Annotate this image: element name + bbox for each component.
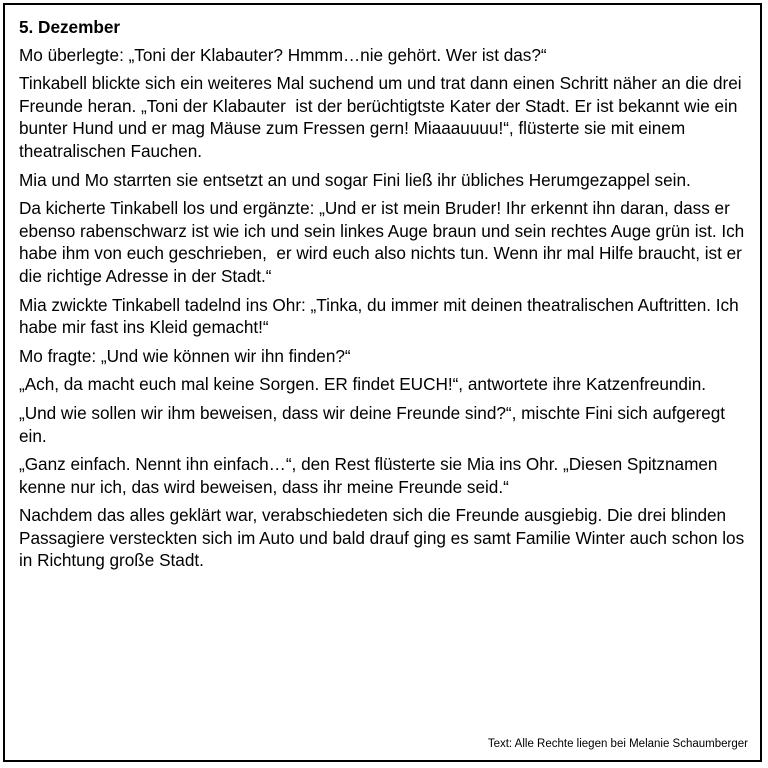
paragraph-3: Mia und Mo starrten sie entsetzt an und sogar Fini ließ ihr übliches Herumgezappel sein. xyxy=(19,169,691,190)
paragraph-2: Tinkabell blickte sich ein weiteres Mal suchend um und trat dann einen Schritt näher an die drei Freunde heran. „Toni der Klabauter ist der berüchtigtste Kater der Stadt. Er ist bekannt wie ein bunter Hund und er mag Mäuse zum Fressen gern! Miaaauuuu!“, flüsterte sie mit einem theatralischen Fauchen. xyxy=(19,73,747,161)
page-frame xyxy=(3,3,762,762)
chapter-title: 5. Dezember xyxy=(19,17,121,37)
paragraph-9: „Ganz einfach. Nennt ihn einfach…“, den Rest flüsterte sie Mia ins Ohr. „Diesen Spitznamen kenne nur ich, das wird beweisen, dass ihr meine Freunde seid.“ xyxy=(19,454,723,497)
paragraph-5: Mia zwickte Tinkabell tadelnd ins Ohr: „Tinka, du immer mit deinen theatralischen Auftritten. Ich habe mir fast ins Kleid gemacht!“ xyxy=(19,294,744,338)
paragraph-7: „Ach, da macht euch mal keine Sorgen. ER findet EUCH!“, antwortete ihre Katzenfreundin. xyxy=(19,374,707,395)
paragraph-1: Mo überlegte: „Toni der Klabauter? Hmmm…nie gehört. Wer ist das?“ xyxy=(19,44,547,65)
paragraph-8: „Und wie sollen wir ihm beweisen, dass wir deine Freunde sind?“, mischte Fini sich aufgeregt ein. xyxy=(19,402,730,446)
paragraph-6: Mo fragte: „Und wie können wir ihn finden?“ xyxy=(19,345,351,366)
copyright-credit: Text: Alle Rechte liegen bei Melanie Schaumberger xyxy=(487,738,748,750)
paragraph-4: Da kicherte Tinkabell los und ergänzte: „Und er ist mein Bruder! Ihr erkennt ihn daran, dass er ebenso rabenschwarz ist wie ich und sein linkes Auge braun und sein rechtes Auge grün ist. Ich habe ihm von euch geschrieben, er wird euch also nichts tun. Wenn ihr mal Hilfe braucht, ist er die richtige Adresse in der Stadt.“ xyxy=(19,198,749,286)
paragraph-10: Nachdem das alles geklärt war, verabschiedeten sich die Freunde ausgiebig. Die drei blinden Passagiere versteckten sich im Auto und bald drauf ging es samt Familie Winter auch schon los in Richtung große Stadt. xyxy=(19,505,749,571)
story-text xyxy=(19,16,755,578)
